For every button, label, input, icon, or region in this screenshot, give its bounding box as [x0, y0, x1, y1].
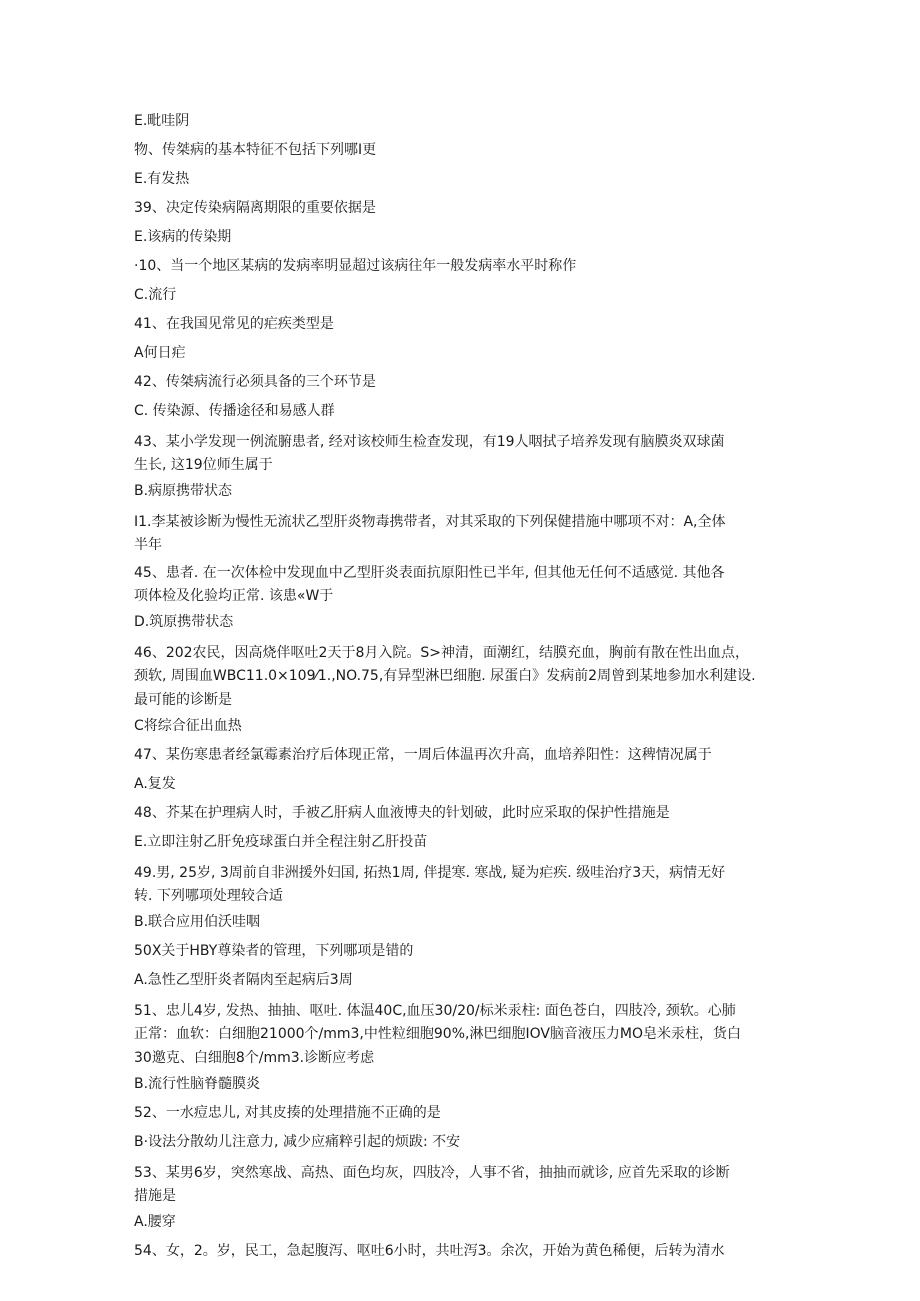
text-line: B.病原携带状态 — [134, 483, 233, 499]
text-line: 51、忠儿4岁, 发热、抽抽、呕吐. 体温40C,血压30/20/标米汞柱: 面色苍白，四肢冷, 颈软。心肺 — [134, 1003, 736, 1019]
text-line: A何日疟 — [134, 345, 186, 361]
text-line: B·设法分散幼儿注意力, 减少应痛粹引起的烦跋: 不安 — [134, 1134, 461, 1150]
text-line: 正常：血软：白细胞21000个/mm3,中性粒细胞90%,淋巴细胞IOV脑音液压力MO皂米汞柱，货白 — [134, 1026, 742, 1042]
text-line: ·10、当一个地区某病的发病率明显超过该病往年一般发病率水平时称作 — [134, 258, 577, 274]
text-line: B.联合应用伯沃哇咽 — [134, 914, 261, 930]
text-line: 最可能的诊断是 — [134, 692, 232, 708]
text-line: C.流行 — [134, 287, 177, 303]
text-line: E.有发热 — [134, 171, 190, 187]
text-line: C. 传染源、传播途径和易感人群 — [134, 403, 335, 419]
text-line: A.复发 — [134, 776, 176, 792]
text-line: I1.李某被诊断为慢性无流状乙型肝炎物毒携带者，对其采取的下列保健措施中哪项不对：A,全体 — [134, 514, 726, 530]
text-line: 50X关于HBY尊染者的管理，下列哪项是错的 — [134, 943, 414, 959]
text-line: 物、传桀病的基本特征不包括下列哪I更 — [134, 142, 377, 158]
text-line: 43、某小学发现一例流腑患者, 经对该校师生检查发现，有19人咽拭子培养发现有脑膜炎双球菌 — [134, 434, 725, 450]
text-line: C将综合征出血热 — [134, 718, 242, 734]
document-body — [134, 107, 794, 1266]
text-line: 项体检及化验均正常. 该患«W于 — [134, 588, 334, 604]
text-line: 半年 — [134, 537, 162, 553]
text-line: E.该病的传染期 — [134, 229, 232, 245]
text-line: A.腰穿 — [134, 1214, 176, 1230]
text-line: 措施是 — [134, 1188, 176, 1204]
text-line: 52、一水痘忠儿, 对其皮揍的处理措施不正确的是 — [134, 1105, 441, 1121]
text-line: E.立即注射乙肝免疫球蛋白并全程注射乙肝投苗 — [134, 834, 428, 850]
text-line: 39、决定传染病隔离期限的重要依据是 — [134, 200, 376, 216]
text-line: 45、患者. 在一次体检中发现血中乙型肝炎表面抗原阳性已半年, 但其他无任何不适感觉. 其他各 — [134, 565, 725, 581]
text-line: 转. 下列哪项处理较合适 — [134, 888, 283, 904]
text-line: 30邀克、白细胞8个/mm3.诊断应考虑 — [134, 1050, 375, 1066]
text-line: D.筑原携带状态 — [134, 614, 234, 630]
text-line: B.流行性脑脊髓膜炎 — [134, 1076, 261, 1092]
text-line: 42、传桀病流行必须具备的三个环节是 — [134, 374, 376, 390]
text-line: 47、某伤寒患者经氯霉素治疗后体现正常，一周后体温再次升高，血培养阳性：这稗情况属于 — [134, 747, 712, 763]
text-line: E.毗哇阴 — [134, 113, 190, 129]
text-line: 53、某男6岁，突然寒战、高热、面色均灰，四肢冷，人事不省，抽抽而就诊, 应首先采取的诊断 — [134, 1165, 730, 1181]
text-line: 49.男, 25岁, 3周前自非洲援外妇国, 拓热1周, 伴提寒. 寒战, 疑为疟疾. 级哇治疗3天，病情无好 — [134, 865, 726, 881]
text-line: 生长, 这19位师生属于 — [134, 457, 273, 473]
text-line: A.急性乙型肝炎者隔肉至起病后3周 — [134, 972, 353, 988]
text-line: 41、在我国见常见的疟疾类型是 — [134, 316, 334, 332]
text-line: 48、芥某在护理病人时，手被乙肝病人血液博夬的针划破，此时应采取的保护性措施是 — [134, 805, 670, 821]
text-line: 46、202农民，因高烧伴呕吐2天于8月入院。S>神清，面潮红，结膜充血，胸前有散在性出血点， — [134, 645, 749, 661]
text-line: 颈软, 周围血WBC11.0×109⁄1.,NO.75,有异型淋巴细胞. 尿蛋白》发病前2周曾到某地参加水利建设. — [134, 668, 756, 684]
text-line: 54、女，2。岁，民工，急起腹泻、呕吐6小时，共吐泻3。余次，开始为黄色稀便，后转为清水 — [134, 1243, 725, 1259]
